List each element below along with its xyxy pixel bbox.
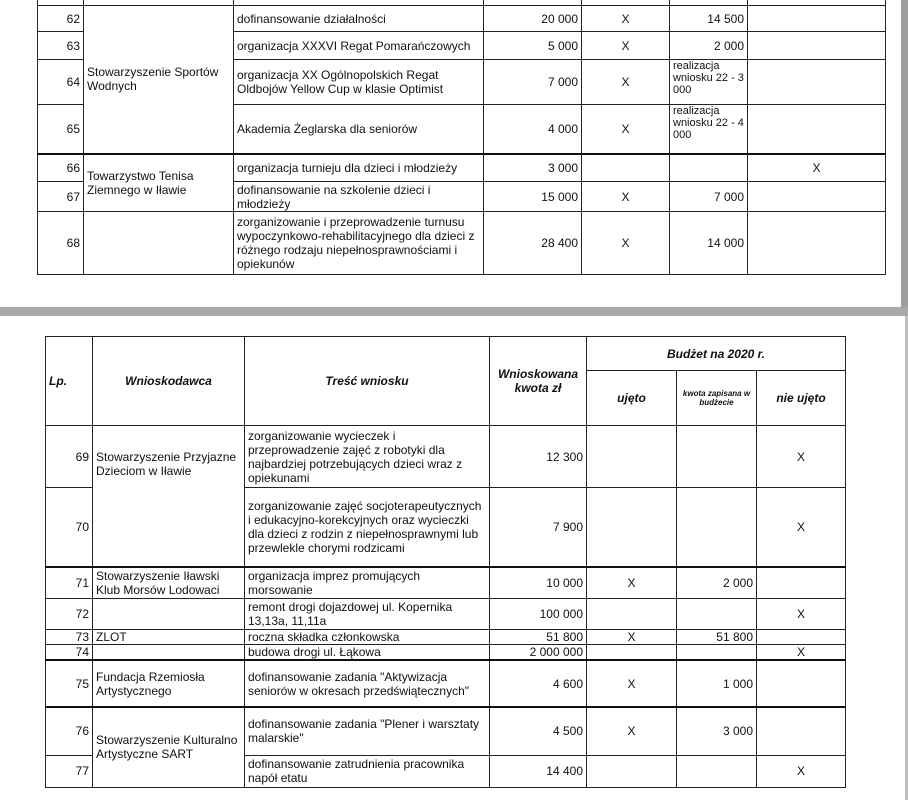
included-mark: X	[582, 182, 670, 212]
top-table	[37, 0, 886, 275]
table-row	[46, 426, 846, 488]
row-number: 62	[38, 6, 84, 32]
row-number: 70	[46, 488, 93, 567]
included-mark: X	[582, 212, 670, 275]
header-included: ujęto	[587, 371, 677, 426]
not-included-mark: X	[757, 488, 846, 567]
applicant-cell	[93, 426, 245, 567]
row-number: 63	[38, 32, 84, 60]
requested-amount: 2 000 000	[490, 645, 587, 661]
header-budget-amount: kwota zapisana w budżecie	[677, 371, 757, 426]
applicant-name: Stowarzyszenie Przyjazne Dzieciom w Iławie	[96, 450, 237, 478]
not-included-mark	[757, 567, 846, 599]
included-mark: X	[582, 32, 670, 60]
included-mark	[582, 154, 670, 182]
included-mark: X	[582, 105, 670, 154]
header-not-included: nie ujęto	[757, 371, 846, 426]
table-row	[46, 630, 846, 645]
applicant-cell: Fundacja Rzemiosła Artystycznego	[93, 660, 245, 707]
not-included-mark: X	[757, 599, 846, 630]
budget-amount: 51 800	[677, 630, 757, 645]
request-content: dofinansowanie działalności	[234, 6, 484, 32]
table-row	[46, 567, 846, 599]
applicant-cell: ZLOT	[93, 630, 245, 645]
header-lp: Lp.	[46, 337, 93, 426]
requested-amount: 20 000	[484, 6, 582, 32]
row-number: 68	[38, 212, 84, 275]
not-included-mark	[748, 32, 886, 60]
not-included-mark	[748, 212, 886, 275]
row-number: 74	[46, 645, 93, 661]
budget-amount	[677, 755, 757, 787]
request-content: Akademia Żeglarska dla seniorów	[234, 105, 484, 154]
included-mark: X	[587, 630, 677, 645]
request-content: roczna składka członkowska	[245, 630, 490, 645]
applicant-cell: Stowarzyszenie Sportów Wodnych	[84, 6, 234, 154]
not-included-mark	[757, 707, 846, 755]
budget-amount: realizacja wniosku 22 - 3 000	[670, 60, 748, 105]
budget-amount: 2 000	[670, 32, 748, 60]
row-number: 76	[46, 707, 93, 755]
header-budget: Budżet na 2020 r.	[587, 337, 846, 371]
not-included-mark	[748, 182, 886, 212]
requested-amount: 7 000	[484, 60, 582, 105]
budget-amount	[677, 488, 757, 567]
included-mark	[587, 599, 677, 630]
not-included-mark	[748, 105, 886, 154]
document-page-bottom	[0, 316, 908, 800]
requested-amount: 15 000	[484, 182, 582, 212]
included-mark: X	[587, 660, 677, 707]
budget-amount	[677, 645, 757, 661]
requested-amount: 4 000	[484, 105, 582, 154]
not-included-mark	[757, 660, 846, 707]
request-content: remont drogi dojazdowej ul. Kopernika 13,13a, 11,11a	[245, 599, 490, 630]
request-content: dofinansowanie zadania "Plener i warsztaty malarskie"	[245, 707, 490, 755]
included-mark: X	[582, 6, 670, 32]
included-mark	[587, 488, 677, 567]
budget-amount: 14 000	[670, 212, 748, 275]
applicant-cell	[93, 599, 245, 630]
requested-amount: 7 900	[490, 488, 587, 567]
document-page-top	[0, 0, 908, 307]
page-divider	[0, 307, 908, 316]
included-mark	[587, 645, 677, 661]
table-row	[46, 599, 846, 630]
applicant-cell	[84, 212, 234, 275]
included-mark: X	[587, 567, 677, 599]
requested-amount: 28 400	[484, 212, 582, 275]
row-number: 66	[38, 154, 84, 182]
included-mark: X	[582, 60, 670, 105]
page-edge	[901, 0, 908, 307]
not-included-mark: X	[757, 755, 846, 787]
budget-amount	[670, 154, 748, 182]
header-applicant: Wnioskodawca	[93, 337, 245, 426]
row-number: 73	[46, 630, 93, 645]
row-number: 71	[46, 567, 93, 599]
included-mark	[587, 755, 677, 787]
requested-amount: 4 600	[490, 660, 587, 707]
header-row	[46, 337, 846, 371]
applicant-cell: Stowarzyszenie Kulturalno Artystyczne SART	[93, 707, 245, 787]
budget-amount: 14 500	[670, 6, 748, 32]
not-included-mark	[748, 60, 886, 105]
row-number: 65	[38, 105, 84, 154]
included-mark: X	[587, 707, 677, 755]
request-content: budowa drogi ul. Łąkowa	[245, 645, 490, 661]
table-row	[38, 154, 886, 182]
table-row	[46, 660, 846, 707]
requested-amount: 3 000	[484, 154, 582, 182]
budget-amount: 1 000	[677, 660, 757, 707]
included-mark	[587, 426, 677, 488]
header-content: Treść wniosku	[245, 337, 490, 426]
request-content: organizacja XXXVI Regat Pomarańczowych	[234, 32, 484, 60]
row-number: 67	[38, 182, 84, 212]
request-content: organizacja turnieju dla dzieci i młodzieży	[234, 154, 484, 182]
requested-amount: 5 000	[484, 32, 582, 60]
table-row	[38, 212, 886, 275]
request-content: zorganizowanie zajęć socjoterapeutycznych i edukacyjno-korekcyjnych oraz wycieczki dla dzieci z rodzin z niepełnosprawnymi lub przewlekle chorymi rodzicami	[245, 488, 490, 567]
request-content: zorganizowanie wycieczek i przeprowadzenie zajęć z robotyki dla najbardziej potrzebujących dzieci wraz z opiekunami	[245, 426, 490, 488]
applicant-cell	[93, 645, 245, 661]
table-row	[46, 645, 846, 661]
row-number: 64	[38, 60, 84, 105]
row-number: 77	[46, 755, 93, 787]
requested-amount: 10 000	[490, 567, 587, 599]
request-content: organizacja imprez promujących morsowanie	[245, 567, 490, 599]
budget-amount	[677, 599, 757, 630]
request-content: dofinansowanie na szkolenie dzieci i młodzieży	[234, 182, 484, 212]
budget-amount	[677, 426, 757, 488]
request-content: dofinansowanie zatrudnienia pracownika napół etatu	[245, 755, 490, 787]
requested-amount: 14 400	[490, 755, 587, 787]
row-number: 69	[46, 426, 93, 488]
budget-amount: 7 000	[670, 182, 748, 212]
budget-amount: realizacja wniosku 22 - 4 000	[670, 105, 748, 154]
not-included-mark: X	[748, 154, 886, 182]
requested-amount: 12 300	[490, 426, 587, 488]
applicant-cell: Stowarzyszenie Iławski Klub Morsów Lodowaci	[93, 567, 245, 599]
requested-amount: 100 000	[490, 599, 587, 630]
row-number: 72	[46, 599, 93, 630]
table-row	[46, 707, 846, 755]
budget-amount: 3 000	[677, 707, 757, 755]
not-included-mark: X	[757, 645, 846, 661]
request-content: zorganizowanie i przeprowadzenie turnusu wypoczynkowo-rehabilitacyjnego dla dzieci z różnego rodzaju niepełnosprawnościami i opiekunów	[234, 212, 484, 275]
not-included-mark	[748, 6, 886, 32]
header-amount: Wnioskowana kwota zł	[490, 337, 587, 426]
row-number: 75	[46, 660, 93, 707]
not-included-mark	[757, 630, 846, 645]
budget-amount: 2 000	[677, 567, 757, 599]
table-row	[38, 6, 886, 32]
requested-amount: 4 500	[490, 707, 587, 755]
applicant-cell: Towarzystwo Tenisa Ziemnego w Iławie	[84, 154, 234, 212]
request-content: dofinansowanie zadania "Aktywizacja seniorów w okresach przedświątecznych"	[245, 660, 490, 707]
requested-amount: 51 800	[490, 630, 587, 645]
not-included-mark: X	[757, 426, 846, 488]
bottom-table	[45, 336, 846, 788]
request-content: organizacja XX Ogólnopolskich Regat Oldbojów Yellow Cup w klasie Optimist	[234, 60, 484, 105]
